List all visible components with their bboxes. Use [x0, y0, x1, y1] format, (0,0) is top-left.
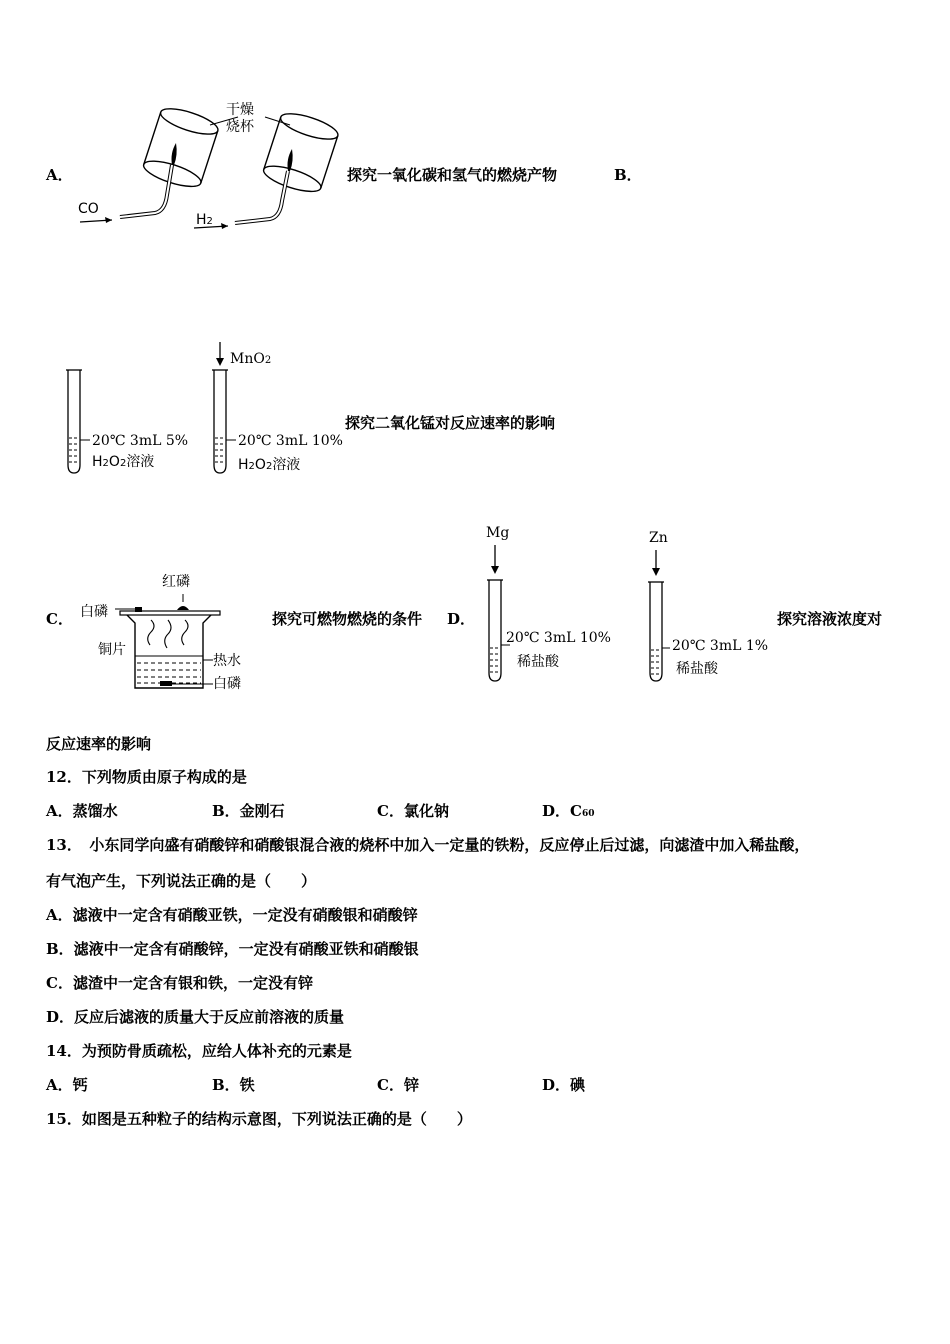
q12-stem: 12．下列物质由原子构成的是 [46, 768, 247, 786]
mg-label: Mg [486, 525, 510, 541]
q12-option-a: A．蒸馏水 [46, 802, 118, 820]
zn-label: Zn [649, 530, 668, 546]
tube2-solution: H2O2溶液 [238, 457, 301, 473]
metal-acid-tubes-diagram [480, 540, 680, 690]
mg-tube-acid: 稀盐酸 [517, 654, 559, 670]
option-d-letter: D． [447, 610, 476, 628]
q14-stem: 14．为预防骨质疏松，应给人体补充的元素是 [46, 1042, 352, 1060]
zn-tube-acid: 稀盐酸 [676, 661, 718, 677]
white-phosphorus-bottom-label: 白磷 [213, 676, 241, 692]
copper-plate-label: 铜片 [98, 642, 126, 658]
option-a-text: 探究一氧化碳和氢气的燃烧产物 [347, 166, 558, 184]
q13-option-c: C．滤渣中一定含有银和铁，一定没有锌 [46, 974, 313, 992]
option-d-text: 探究溶液浓度对 [777, 610, 883, 628]
option-b-letter: B． [614, 166, 642, 184]
mg-tube-condition: 20℃ 3mL 10% [506, 630, 611, 646]
q14-option-d: D．碘 [542, 1076, 586, 1094]
phosphorus-combustion-diagram [115, 590, 225, 695]
dry-label-1: 干燥 [226, 102, 254, 118]
q13-option-b: B．滤液中一定含有硝酸锌，一定没有硝酸亚铁和硝酸银 [46, 940, 419, 958]
option-c-text: 探究可燃物燃烧的条件 [272, 610, 423, 628]
white-phosphorus-top-label: 白磷 [80, 604, 108, 620]
tube2-condition: 20℃ 3mL 10% [238, 433, 343, 449]
option-d-text-cont: 反应速率的影响 [46, 735, 152, 753]
dry-label-2: 烧杯 [226, 119, 254, 135]
red-phosphorus-label: 红磷 [162, 574, 190, 590]
q14-option-b: B．铁 [212, 1076, 255, 1094]
q12-option-b: B．金刚石 [212, 802, 285, 820]
option-c-letter: C． [46, 610, 73, 628]
tube1-condition: 20℃ 3mL 5% [92, 433, 189, 449]
hot-water-label: 热水 [213, 653, 241, 669]
zn-tube-condition: 20℃ 3mL 1% [672, 638, 769, 654]
option-b-text: 探究二氧化锰对反应速率的影响 [345, 414, 556, 432]
mno2-label: MnO2 [230, 351, 272, 367]
h2-label: H2 [196, 212, 213, 228]
co-label: CO [78, 201, 99, 217]
q13-option-a: A．滤液中一定含有硝酸亚铁，一定没有硝酸银和硝酸锌 [46, 906, 418, 924]
q14-option-a: A．钙 [46, 1076, 88, 1094]
option-a-letter: A． [46, 166, 73, 184]
q13-stem-line2: 有气泡产生，下列说法正确的是（ ） [46, 872, 317, 890]
q15-stem: 15．如图是五种粒子的结构示意图，下列说法正确的是（ ） [46, 1110, 472, 1128]
q14-option-c: C．锌 [377, 1076, 419, 1094]
q13-option-d: D．反应后滤液的质量大于反应前溶液的质量 [46, 1008, 345, 1026]
tube1-solution: H2O2溶液 [92, 454, 155, 470]
q13-stem-line1: 13． 小东同学向盛有硝酸锌和硝酸银混合液的烧杯中加入一定量的铁粉，反应停止后过滤，向滤渣中加入稀盐酸， [46, 836, 810, 854]
q12-option-d: D．C60 [542, 802, 595, 820]
q12-option-c: C．氯化钠 [377, 802, 449, 820]
